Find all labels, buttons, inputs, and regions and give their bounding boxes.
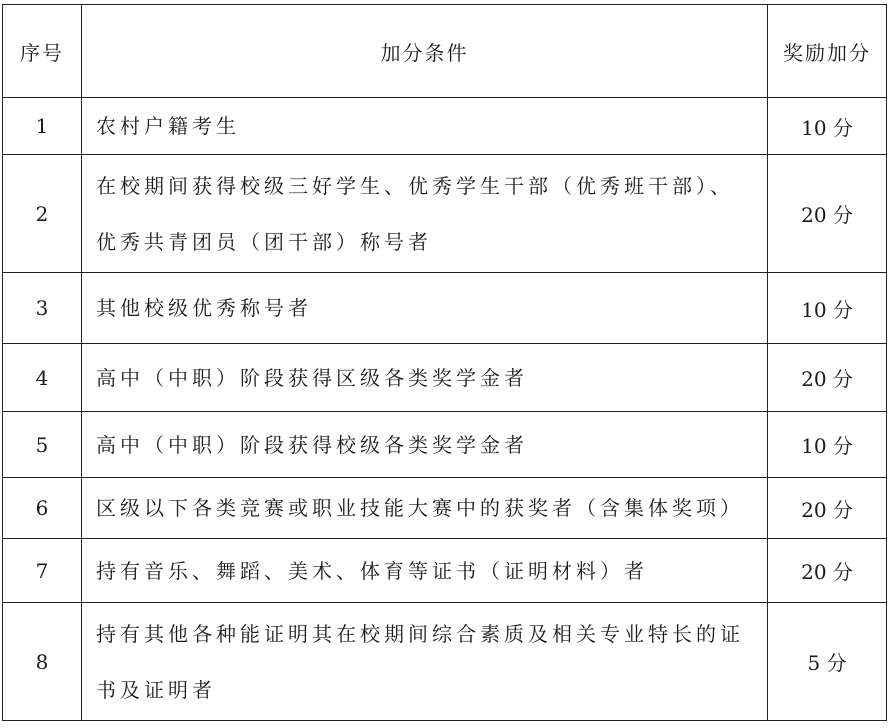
table-row — [3, 539, 887, 603]
row-index: 4 — [3, 344, 82, 412]
table-row — [3, 344, 887, 412]
row-index: 3 — [3, 273, 82, 344]
bonus-points-table — [2, 4, 887, 721]
row-score: 10 分 — [768, 98, 887, 155]
row-condition: 其他校级优秀称号者 — [82, 273, 768, 344]
row-condition: 农村户籍考生 — [82, 98, 768, 155]
header-index: 序号 — [3, 5, 82, 98]
row-score: 20 分 — [768, 344, 887, 412]
table-row — [3, 603, 887, 721]
table-row — [3, 155, 887, 273]
row-score: 20 分 — [768, 539, 887, 603]
row-index: 8 — [3, 603, 82, 721]
row-score: 20 分 — [768, 478, 887, 539]
row-score: 5 分 — [768, 603, 887, 721]
row-score: 10 分 — [768, 273, 887, 344]
row-condition: 持有音乐、舞蹈、美术、体育等证书（证明材料）者 — [82, 539, 768, 603]
table-row — [3, 98, 887, 155]
row-score: 20 分 — [768, 155, 887, 273]
table-header-row — [3, 5, 887, 98]
header-score: 奖励加分 — [768, 5, 887, 98]
row-condition: 高中（中职）阶段获得区级各类奖学金者 — [82, 344, 768, 412]
row-index: 2 — [3, 155, 82, 273]
row-index: 1 — [3, 98, 82, 155]
row-score: 10 分 — [768, 412, 887, 478]
bonus-points-table-container — [2, 4, 887, 721]
row-index: 7 — [3, 539, 82, 603]
row-condition: 持有其他各种能证明其在校期间综合素质及相关专业特长的证书及证明者 — [82, 603, 768, 721]
table-row — [3, 478, 887, 539]
table-row — [3, 273, 887, 344]
row-condition: 高中（中职）阶段获得校级各类奖学金者 — [82, 412, 768, 478]
row-index: 5 — [3, 412, 82, 478]
row-index: 6 — [3, 478, 82, 539]
row-condition: 区级以下各类竞赛或职业技能大赛中的获奖者（含集体奖项） — [82, 478, 768, 539]
header-condition: 加分条件 — [82, 5, 768, 98]
row-condition: 在校期间获得校级三好学生、优秀学生干部（优秀班干部）、优秀共青团员（团干部）称号者 — [82, 155, 768, 273]
table-row — [3, 412, 887, 478]
